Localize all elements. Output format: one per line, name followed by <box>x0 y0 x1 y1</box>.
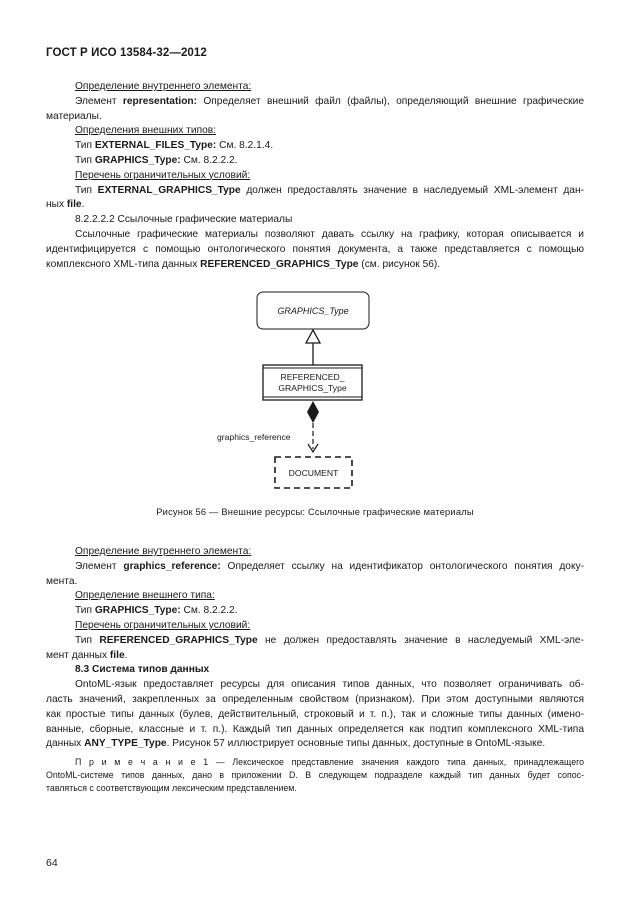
note-line: П р и м е ч а н и е 1 — Лексическое представление значения каждого типа данных, принадлежащего <box>75 757 584 767</box>
note-1 <box>46 756 584 795</box>
representation-line-cont: материалы. <box>46 110 102 122</box>
composition-diamond-icon <box>307 401 319 423</box>
constraints-label: Перечень ограничительных условий: <box>75 619 251 631</box>
paragraph-line: ванные, сборные, классные и т. п.). Каждый тип данных определяется как подтип комплексного XML-типа <box>46 723 584 735</box>
graphics-type-line: Тип GRAPHICS_Type: См. 8.2.2.2. <box>75 605 238 617</box>
section-heading-8-3: 8.3 Система типов данных <box>75 664 210 676</box>
text-block-2 <box>46 545 584 752</box>
paragraph-line: OntoML-язык предоставляет ресурсы для описания типов данных, что позволяет ограничивать об- <box>75 679 584 691</box>
external-graphics-constraint-cont: ных file. <box>46 199 85 211</box>
external-types-label: Определения внешних типов: <box>75 125 216 137</box>
internal-element-label: Определение внутреннего элемента: <box>75 81 252 92</box>
external-files-type-line: Тип EXTERNAL_FILES_Type: См. 8.2.1.4. <box>75 140 274 152</box>
paragraph-line: как простые типы данных (булев, действительный, строковый и т. п.), так и сложные типы данных (имено- <box>46 708 584 720</box>
constraints-label: Перечень ограничительных условий: <box>75 169 251 181</box>
representation-line: Элемент representation: Определяет внешний файл (файлы), определяющий внешние графические <box>75 95 584 107</box>
paragraph-line: Ссылочные графические материалы позволяют давать ссылку на графику, которая описывается и <box>75 228 584 240</box>
referenced-graphics-constraint-cont: мент данных file. <box>46 649 128 661</box>
uml-diagram <box>200 286 440 496</box>
referenced-box-line-2: GRAPHICS_Type <box>278 383 347 393</box>
document-header: ГОСТ Р ИСО 13584-32—2012 <box>46 47 207 59</box>
figure-caption: Рисунок 56 — Внешние ресурсы: Ссылочные графические материалы <box>156 507 474 517</box>
section-heading-8-2-2-2-2: 8.2.2.2.2 Ссылочные графические материалы <box>75 214 293 226</box>
figure-56-diagram <box>200 286 440 496</box>
graphics-type-label: GRAPHICS_Type <box>277 306 349 316</box>
document-label: DOCUMENT <box>288 468 339 478</box>
paragraph-line: комплексного XML-типа данных REFERENCED_GRAPHICS_Type (см. рисунок 56). <box>46 258 441 270</box>
paragraph-line: данных ANY_TYPE_Type. Рисунок 57 иллюстрирует основные типы данных, доступные в OntoML-языке. <box>46 738 546 750</box>
graphics-reference-line-cont: мента. <box>46 575 78 587</box>
page-number: 64 <box>46 857 58 869</box>
referenced-box-line-1: REFERENCED_ <box>280 372 345 382</box>
external-graphics-constraint: Тип EXTERNAL_GRAPHICS_Type должен предоставлять значение в наследуемый XML-элемент дан- <box>75 184 584 196</box>
text-block-1 <box>46 80 584 272</box>
external-type-label: Определение внешнего типа: <box>75 590 215 602</box>
graphics-reference-role-label: graphics_reference <box>217 432 291 442</box>
note-line: тавляться с соответствующим лексическим представлением. <box>46 783 297 793</box>
paragraph-line: идентифицируется с помощью онтологического понятия документа, а также представляется с помощью <box>46 243 584 255</box>
internal-element-label: Определение внутреннего элемента: <box>75 546 252 557</box>
note-line: OntoML-системе типов данных, дано в приложении D. В следующем подразделе каждый тип данных будет сопос- <box>46 770 584 780</box>
inheritance-arrow-icon <box>306 330 320 343</box>
graphics-reference-line: Элемент graphics_reference: Определяет ссылку на идентификатор онтологического понятия доку- <box>75 560 584 572</box>
referenced-graphics-constraint: Тип REFERENCED_GRAPHICS_Type не должен предоставлять значение в наследуемый XML-эле- <box>75 634 584 646</box>
paragraph-line: ласть значений, закрепленных за определенным свойством (признаком). При этом доступными являются <box>46 693 584 705</box>
graphics-type-line: Тип GRAPHICS_Type: См. 8.2.2.2. <box>75 154 238 166</box>
